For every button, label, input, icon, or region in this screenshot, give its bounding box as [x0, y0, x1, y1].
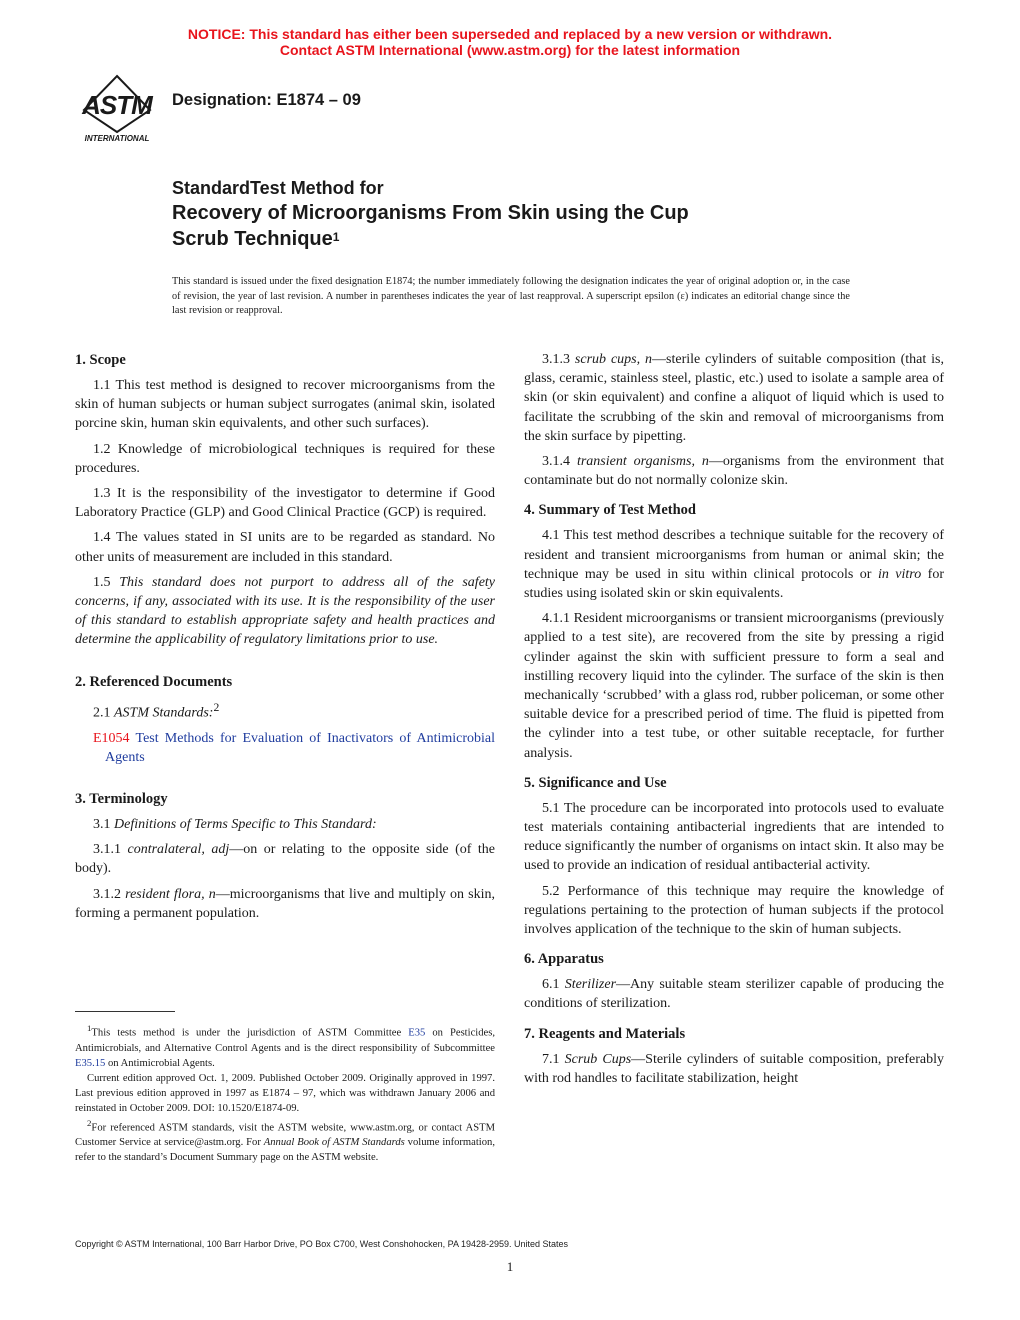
reference-code-link[interactable]: E1054 [93, 730, 130, 746]
para-3-1-3 [524, 350, 944, 446]
para-number: 7.1 [542, 1051, 560, 1067]
section-1-heading: 1. Scope [75, 352, 126, 368]
term: Scrub Cups [564, 1051, 632, 1067]
footnote-text: For referenced ASTM standards, visit the ASTM website, www.astm.org, or contact ASTM Customer Service at service@astm.org. For [75, 1122, 495, 1149]
para-text: 4.1 This test method describes a technique suitable for the recovery of resident and transient microorganisms from human or animal skin; the technique may be used in situ within clinical protocols or [524, 528, 944, 582]
designation: Designation: E1874 – 09 [172, 91, 361, 109]
safety-statement: This standard does not purport to address all of the safety concerns, if any, associated with its use. It is the responsibility of the user of this standard to establish appropriate safety and health practices and determine the applicability of regulatory limitations prior to use. [75, 574, 496, 648]
section-6-heading: 6. Apparatus [524, 951, 604, 968]
footnote-marker: 2 [213, 700, 220, 714]
left-column [75, 350, 495, 929]
astm-logo-icon [74, 70, 160, 144]
right-column [524, 350, 944, 1094]
footnote-text: on Pesticides, Antimicrobials, and Alternative Control Agents and is the direct responsibility of Subcommittee [75, 1027, 495, 1054]
title-line-1: StandardTest Method for [172, 178, 384, 198]
para-1-5 [75, 573, 495, 650]
term: Sterilizer [564, 977, 617, 993]
footnote-marker: 2 [87, 1117, 92, 1128]
title-footnote-marker: 1 [332, 230, 340, 244]
footnote-divider [75, 1011, 175, 1012]
footnote-marker: 1 [87, 1023, 92, 1033]
term: resident flora, n [125, 886, 216, 902]
issuance-note: This standard is issued under the fixed designation E1874; the number immediately following the designation indicates the year of original adoption or, in the case of revision, the year of last revision. A number in parentheses indicates the year of last reapproval. A superscript epsilon (ε) indicates an editorial change since the last revision or reapproval. [172, 276, 850, 317]
notice-line-2: Contact ASTM International (www.astm.org) for the latest information [279, 42, 741, 58]
withdrawn-notice [0, 26, 1020, 58]
definition: —sterile cylinders of suitable composition (that is, glass, ceramic, stainless steel, plastic, etc.) used to isolate a sample area of skin (or skin equivalent) and confine a aliquot of liquid which is used to facilitate the scrubbing of the skin and removal of microorganisms from the skin surface by pipetting. [524, 352, 944, 444]
document-title [172, 176, 689, 252]
copyright-line: Copyright © ASTM International, 100 Barr Harbor Drive, PO Box C700, West Conshohocken, PA 19428-2959. United States [75, 1239, 569, 1249]
term: transient organisms, n [576, 454, 709, 470]
para-4-1-1: 4.1.1 Resident microorganisms or transient microorganisms (previously applied to a test site), are recovered from the site by pressing a rigid cylinder against the skin with sufficient pressure to form a seal and instilling recovery liquid into the cylinder. The surface of the skin is then mechanically ‘scrubbed’ with a glass rod, rubber policeman, or some other suitable device for a prescribed period of time. The fluid is pipetted from the cylinder into a test tube, or other suitable receptacle, for further analysis. [524, 611, 944, 761]
footnote-1 [75, 1021, 495, 1071]
section-2-heading: 2. Referenced Documents [75, 673, 233, 690]
definition: —microorganisms that live and multiply on skin, forming a permanent population. [75, 886, 495, 921]
para-1-2: 1.2 Knowledge of microbiological techniques is required for these procedures. [75, 441, 495, 476]
term: scrub cups, n [574, 352, 653, 367]
para-1-3: 1.3 It is the responsibility of the investigator to determine if Good Laboratory Practice (GLP) and Good Clinical Practice (GCP) is required. [75, 486, 495, 521]
para-number: 2.1 [93, 705, 111, 721]
section-7-heading: 7. Reagents and Materials [524, 1025, 686, 1042]
logo-letters: ASTM [82, 90, 152, 120]
para-italic: in vitro [877, 566, 922, 582]
definition: —Any suitable steam sterilizer capable of producing the conditions of sterilization. [524, 977, 945, 1012]
para-1-4: 1.4 The values stated in SI units are to be regarded as standard. No other units of measurement are included in this standard. [75, 530, 495, 565]
para-number: 3.1.2 [93, 886, 121, 902]
definition: —Sterile cylinders of suitable composition, preferably with rod handles to facilitate stabilization, height [524, 1051, 945, 1086]
para-7-1 [524, 1050, 944, 1088]
para-4-1 [524, 526, 944, 603]
footnotes [75, 1021, 495, 1165]
definition: —organisms from the environment that contaminate but do not normally colonize skin. [524, 454, 944, 489]
footnote-2 [75, 1116, 495, 1166]
subcommittee-link[interactable]: E35.15 [75, 1057, 106, 1069]
footnote-text: This tests method is under the jurisdiction of ASTM Committee [91, 1027, 409, 1039]
section-4-heading: 4. Summary of Test Method [524, 502, 696, 519]
para-number: 6.1 [542, 977, 560, 993]
footnote-italic: Annual Book of ASTM Standards [263, 1137, 405, 1149]
logo-subtitle: INTERNATIONAL [84, 134, 150, 143]
para-2-1 [75, 698, 495, 723]
section-3-heading: 3. Terminology [75, 790, 168, 807]
notice-line-1: NOTICE: This standard has either been superseded and replaced by a new version or withdrawn. [187, 26, 833, 42]
reference-title-link[interactable]: Test Methods for Evaluation of Inactivators of Antimicrobial Agents [105, 730, 496, 765]
para-3-1-4 [524, 452, 944, 490]
committee-link[interactable]: E35 [408, 1027, 426, 1039]
definitions-label: Definitions of Terms Specific to This Standard: [114, 816, 377, 832]
para-number: 3.1 [93, 816, 111, 832]
para-3-1-2 [75, 885, 495, 923]
para-number: 3.1.1 [93, 842, 121, 858]
reference-e1054 [75, 729, 495, 767]
page-number: 1 [506, 1259, 514, 1274]
term: contralateral, adj [127, 842, 230, 858]
para-number: 1.5 [93, 574, 111, 590]
section-5-heading: 5. Significance and Use [524, 774, 667, 791]
para-5-2: 5.2 Performance of this technique may require the knowledge of regulations pertaining to the protection of human subjects if the protocol involves application of the technique to the skin of human subjects. [524, 883, 944, 938]
footnote-text: on Antimicrobial Agents. [105, 1057, 215, 1069]
para-text: for studies using isolated skin or skin equivalents. [524, 566, 945, 602]
astm-standards-label: ASTM Standards: [114, 705, 214, 721]
para-number: 3.1.3 [542, 352, 570, 367]
footnote-1-edition: Current edition approved Oct. 1, 2009. Published October 2009. Originally approved in 1997. Last previous edition approved in 1997 as E1874 – 97, which was withdrawn January 2006 and reinstated in October 2009. DOI: 10.1520/E1874-09. [75, 1072, 495, 1114]
title-line-2: Recovery of Microorganisms From Skin using the Cup [172, 202, 689, 224]
title-line-3: Scrub Technique [172, 228, 333, 250]
para-number: 3.1.4 [542, 454, 570, 470]
para-6-1 [524, 975, 944, 1013]
footnote-text: volume information, refer to the standard’s Document Summary page on the ASTM website. [75, 1137, 495, 1164]
para-5-1: 5.1 The procedure can be incorporated into protocols used to evaluate test materials containing antibacterial ingredients that are intended to reduce significantly the number of organisms on intact skin. It also may be used to provide an indication of residual antibacterial activity. [524, 800, 944, 874]
para-3-1 [75, 815, 495, 834]
definition: —on or relating to the opposite side (of the body). [75, 842, 496, 877]
para-1-1: 1.1 This test method is designed to recover microorganisms from the skin of human subjects or human subject surrogates (animal skin, isolated porcine skin, human skin equivalents, and other such surfaces). [75, 378, 495, 432]
para-3-1-1 [75, 840, 495, 878]
